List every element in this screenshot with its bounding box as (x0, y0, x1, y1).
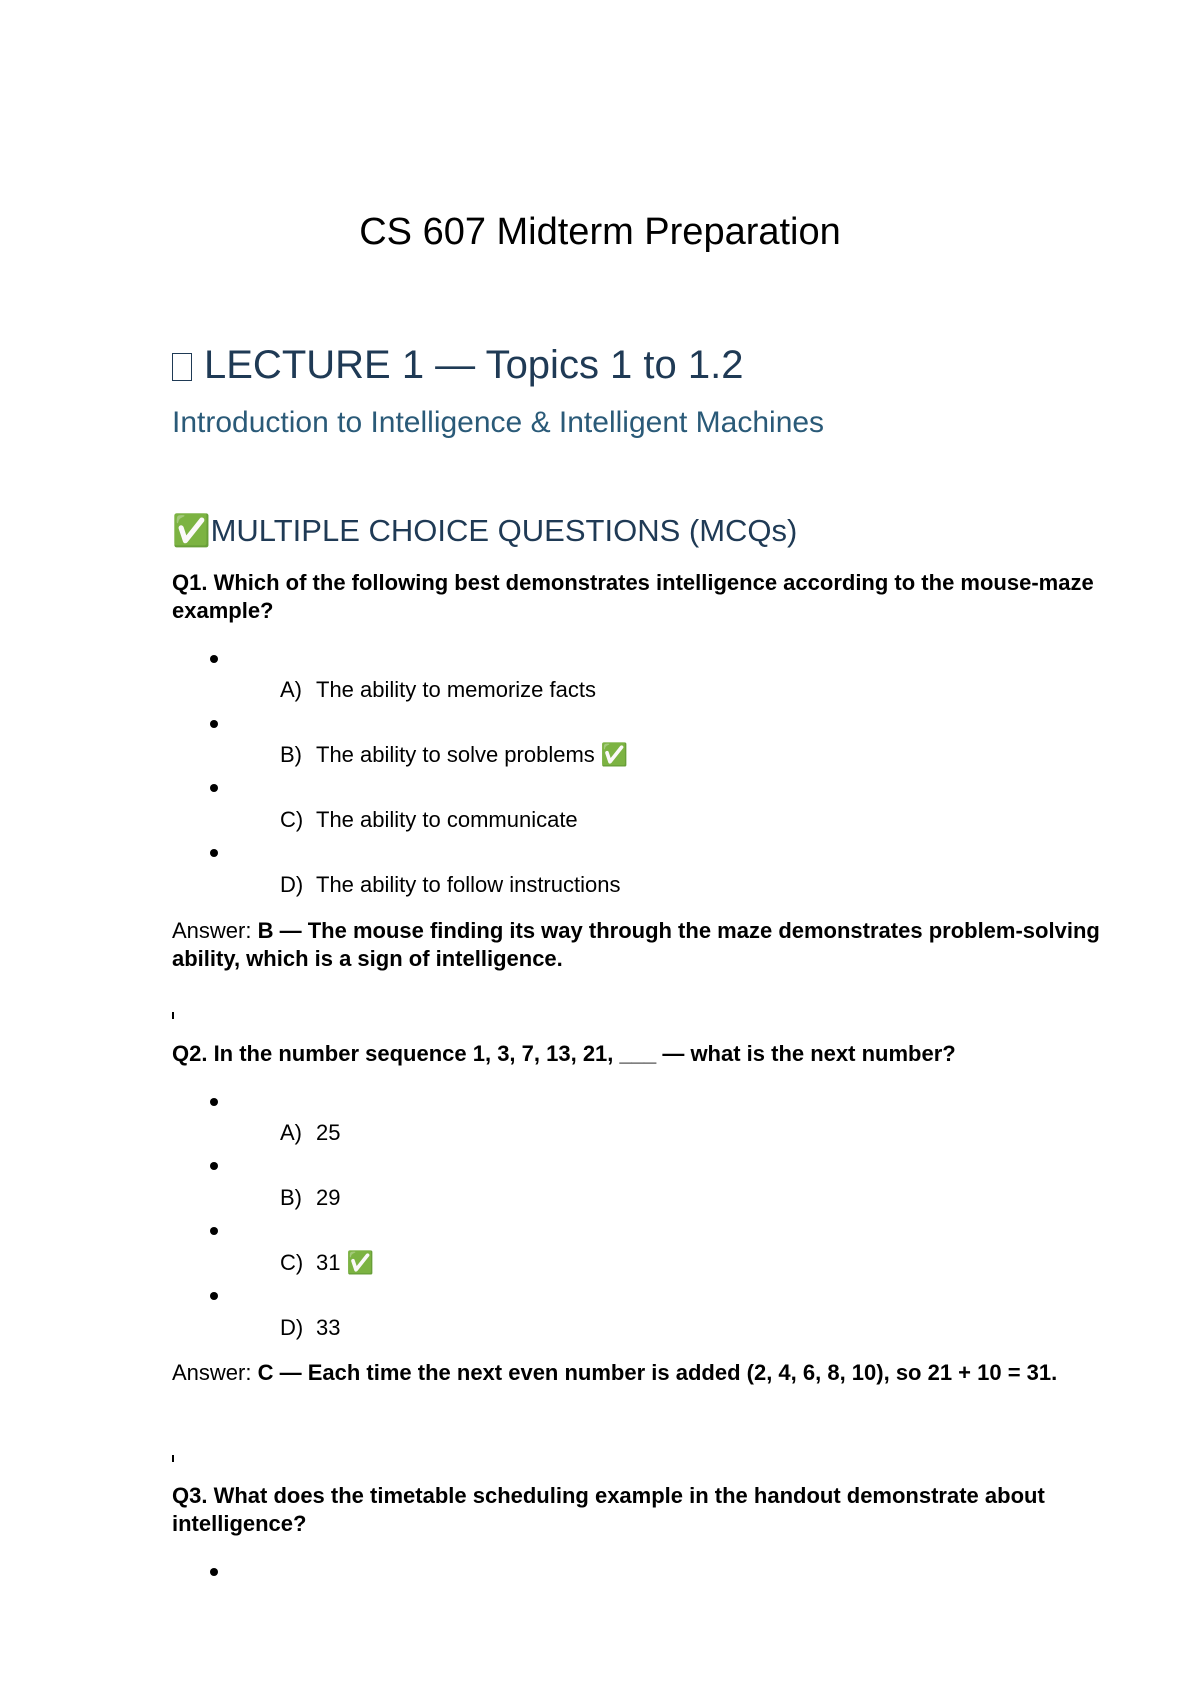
option-letter: C) (280, 807, 304, 832)
bullet-icon (210, 784, 218, 792)
missing-glyph-icon (172, 353, 192, 381)
bullet-icon (210, 1227, 218, 1235)
option-letter: C) (280, 1250, 304, 1275)
option-text: 25 (316, 1120, 341, 1145)
lecture-subtitle: Introduction to Intelligence & Intelligent Machines (172, 406, 825, 439)
q2-option-c (280, 1249, 374, 1277)
bullet-icon (210, 1098, 218, 1106)
bullet-icon (210, 849, 218, 857)
option-text: The ability to follow instructions (316, 872, 621, 897)
bullet-icon (210, 655, 218, 663)
q1-option-a (280, 676, 596, 704)
answer-prefix: Answer: (172, 918, 252, 943)
bullet-icon (210, 720, 218, 728)
separator-mark (172, 1455, 174, 1462)
option-text: The ability to solve problems ✅ (316, 742, 629, 767)
lecture-heading (172, 342, 744, 388)
option-letter: B) (280, 742, 302, 767)
option-letter: D) (280, 1315, 304, 1340)
q2-option-a (280, 1119, 340, 1147)
answer-body: C — Each time the next even number is added (2, 4, 6, 8, 10), so 21 + 10 = 31. (257, 1360, 1058, 1385)
option-text: 33 (316, 1315, 341, 1340)
bullet-icon (210, 1292, 218, 1300)
bullet-icon (210, 1568, 218, 1576)
q2-option-d (280, 1314, 340, 1342)
document-title: CS 607 Midterm Preparation (359, 211, 841, 253)
q1-answer (172, 917, 1132, 973)
option-text: The ability to memorize facts (316, 677, 596, 702)
q1-option-c (280, 806, 578, 834)
question-2-text: Q2. In the number sequence 1, 3, 7, 13, 21, ___ — what is the next number? (172, 1041, 956, 1066)
separator-mark (172, 1012, 174, 1019)
answer-prefix: Answer: (172, 1360, 252, 1385)
option-text: 29 (316, 1185, 341, 1210)
option-text: The ability to communicate (316, 807, 578, 832)
section-heading-mcqs: ✅MULTIPLE CHOICE QUESTIONS (MCQs) (172, 513, 798, 548)
option-text: 31 ✅ (316, 1250, 374, 1275)
q1-option-d (280, 871, 620, 899)
lecture-heading-text: LECTURE 1 — Topics 1 to 1.2 (204, 343, 744, 387)
option-letter: A) (280, 677, 302, 702)
question-3-text: Q3. What does the timetable scheduling example in the handout demonstrate about intelligence? (172, 1483, 1045, 1536)
bullet-icon (210, 1162, 218, 1170)
option-letter: A) (280, 1120, 302, 1145)
q2-option-b (280, 1184, 340, 1212)
option-letter: B) (280, 1185, 302, 1210)
question-1-text: Q1. Which of the following best demonstrates intelligence according to the mouse-maze example? (172, 570, 1094, 623)
option-letter: D) (280, 872, 304, 897)
q1-option-b (280, 741, 628, 769)
q2-answer (172, 1359, 1132, 1387)
answer-body: B — The mouse finding its way through the maze demonstrates problem-solving ability, which is a sign of intelligence. (172, 918, 1100, 971)
